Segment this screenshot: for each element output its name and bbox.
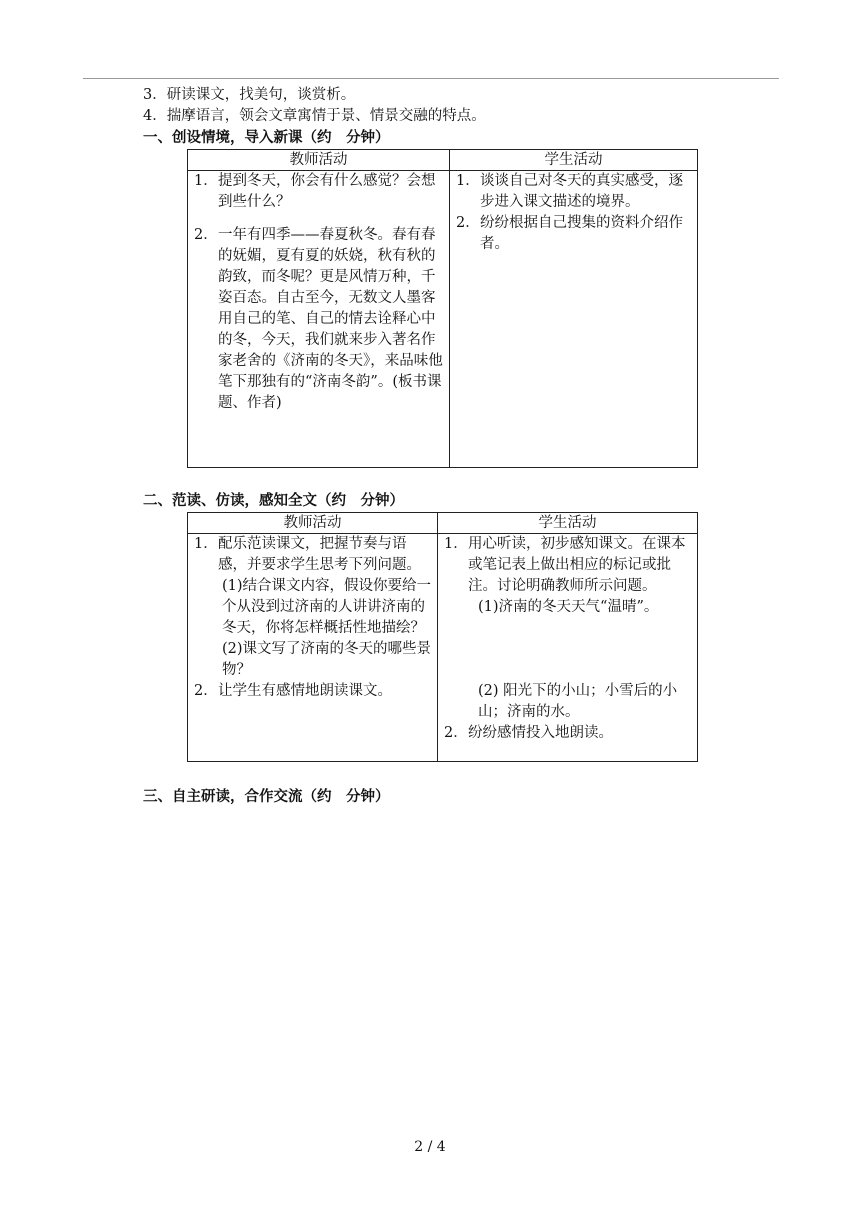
student-activity-header: 学生活动 bbox=[450, 150, 698, 171]
teacher-item: 2． 让学生有感情地朗读课文。 bbox=[194, 683, 392, 699]
header-rule bbox=[83, 78, 779, 79]
student-activity-header: 学生活动 bbox=[438, 513, 698, 534]
section1-table bbox=[187, 149, 698, 468]
teacher-activity-cell bbox=[188, 534, 438, 762]
section2-table bbox=[187, 512, 698, 762]
section1-heading: 一、创设情境，导入新课（约 分钟） bbox=[143, 130, 390, 146]
objective-4: 4．揣摩语言，领会文章寓情于景、情景交融的特点。 bbox=[143, 108, 486, 124]
teacher-activity-header: 教师活动 bbox=[188, 150, 450, 171]
teacher-question-2: (2)课文写了济南的冬天的哪些景物？ bbox=[222, 641, 432, 678]
teacher-item: 2． 一年有四季——春夏秋冬。春有春的妩媚，夏有夏的妖娆，秋有秋的韵致，而冬呢？更是风情万种，千姿百态。自古至今，无数文人墨客用自己的笔、自己的情去诠释心中的冬，今天，我们就来步入著名作家老舍的《济南的冬天》，来品味他笔下那独有的“济南冬韵”。(板书课题、作者) bbox=[194, 227, 443, 411]
teacher-question-1: (1)结合课文内容，假设你要给一个从没到过济南的人讲讲济南的冬天，你将怎样概括性地描绘？ bbox=[222, 578, 432, 636]
objective-3: 3．研读课文，找美句，谈赏析。 bbox=[143, 87, 356, 103]
section2-heading: 二、范读、仿读，感知全文（约 分钟） bbox=[143, 493, 404, 509]
student-item: 2． 纷纷感情投入地朗读。 bbox=[444, 725, 613, 741]
student-answer-1: (1)济南的冬天天气“温晴”。 bbox=[478, 599, 659, 615]
section3-heading: 三、自主研读，合作交流（约 分钟） bbox=[143, 789, 390, 805]
student-item: 1． 用心听读，初步感知课文。在课本或笔记表上做出相应的标记或批注。讨论明确教师所示问题。 bbox=[444, 536, 686, 594]
teacher-activity-cell bbox=[188, 171, 450, 468]
student-activity-cell bbox=[438, 534, 698, 762]
student-activity-cell bbox=[450, 171, 698, 468]
teacher-item: 1． 配乐范读课文，把握节奏与语感，并要求学生思考下列问题。 bbox=[194, 536, 421, 573]
teacher-activity-header: 教师活动 bbox=[188, 513, 438, 534]
student-answer-2: (2) 阳光下的小山；小雪后的小山；济南的水。 bbox=[478, 683, 678, 720]
page-number: 2 / 4 bbox=[414, 1139, 446, 1155]
teacher-item: 1． 提到冬天，你会有什么感觉？会想到些什么？ bbox=[194, 173, 436, 210]
student-item: 2． 纷纷根据自己搜集的资料介绍作者。 bbox=[456, 215, 683, 252]
student-item: 1． 谈谈自己对冬天的真实感受，逐步进入课文描述的境界。 bbox=[456, 173, 683, 210]
